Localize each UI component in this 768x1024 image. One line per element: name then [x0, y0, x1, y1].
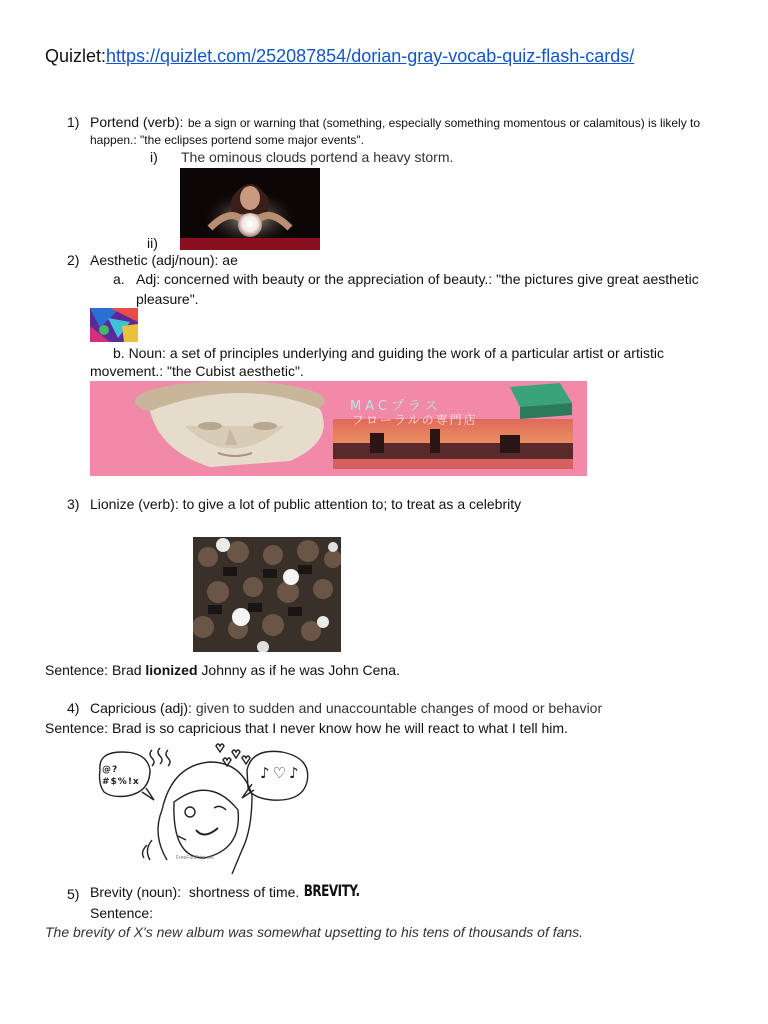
item-capricious-number: 4): [67, 700, 80, 716]
brevity-sentence-label: Sentence:: [90, 905, 154, 921]
lionize-sentence-prefix: Sentence: Brad: [45, 662, 146, 678]
quizlet-label: Quizlet:: [45, 46, 107, 66]
aesthetic-sub-a-line2: pleasure".: [136, 291, 199, 307]
brevity-wordart: BREVITY.: [303, 881, 360, 900]
paint-swatch-illustration: [90, 308, 138, 342]
paparazzi-illustration: [193, 537, 341, 652]
aesthetic-term: Aesthetic (adj/noun): ae: [90, 252, 238, 268]
paint-swatch-image: [90, 308, 138, 342]
lionize-term: Lionize (verb): to give a lot of public attention to; to treat as a celebrity: [90, 496, 522, 512]
portend-sub-i-marker: i): [150, 149, 158, 165]
lionize-sentence: [45, 662, 400, 678]
aesthetic-sub-a-line1: Adj: concerned with beauty or the appreciation of beauty.: "the pictures give great aesthetic: [136, 271, 699, 287]
item-portend-heading: [90, 114, 700, 132]
brevity-heading: [90, 881, 360, 902]
vaporwave-text-top: MACプラス: [350, 399, 442, 414]
bubble-right-symbols: ♪♡♪: [260, 764, 302, 782]
capricious-term: Capricious (adj):: [90, 700, 192, 716]
vaporwave-illustration: [90, 381, 587, 476]
capricious-heading: [90, 700, 602, 716]
quizlet-link[interactable]: https://quizlet.com/252087854/dorian-gray-vocab-quiz-flash-cards/: [106, 46, 635, 66]
bubble-left-symbols: @?#$%!x: [102, 765, 140, 787]
portend-definition-cont: happen.: "the eclipses portend some major events".: [90, 133, 365, 147]
brevity-sentence: [45, 924, 583, 940]
fortune-teller-illustration: [180, 168, 320, 250]
portend-definition: be a sign or warning that (something, especially something momentous or calamitous) is likely to: [187, 116, 701, 130]
quizlet-line: [45, 46, 634, 67]
vaporwave-image: [90, 381, 587, 476]
aesthetic-sub-b-line1: b. Noun: a set of principles underlying and guiding the work of a particular artist or artistic: [113, 345, 664, 361]
item-aesthetic-number: 2): [67, 252, 80, 268]
lionize-sentence-bold: lionized: [145, 662, 198, 678]
brevity-definition: shortness of time.: [181, 884, 300, 900]
portend-sub-i-text: The ominous clouds portend a heavy storm.: [181, 149, 454, 165]
portend-term: Portend (verb):: [90, 114, 184, 130]
brevity-sentence-italic: The brevity of X's new album was somewhat upsetting to his tens of thousands of fans.: [45, 924, 584, 940]
capricious-definition: given to sudden and unaccountable changes of mood or behavior: [191, 700, 603, 716]
item-lionize-number: 3): [67, 496, 80, 512]
lionize-sentence-suffix: Johnny as if he was John Cena.: [197, 662, 400, 678]
aesthetic-sub-b-line2: movement.: "the Cubist aesthetic".: [90, 363, 304, 379]
item-portend-number: 1): [67, 114, 80, 130]
brevity-term: Brevity (noun):: [90, 884, 182, 900]
paparazzi-image: [193, 537, 341, 652]
capricious-drawing: [92, 740, 314, 876]
portend-sub-ii-marker: ii): [147, 235, 158, 251]
aesthetic-sub-a-marker: a.: [113, 271, 125, 287]
capricious-sentence: Sentence: Brad is so capricious that I never know how he will react to what I tell him.: [45, 720, 568, 736]
fortune-teller-image: [180, 168, 320, 250]
vaporwave-text-bottom: フローラルの専門店: [352, 413, 478, 427]
drawing-caption: FreeFunPrint.net: [176, 855, 214, 861]
item-brevity-number: 5): [67, 886, 80, 902]
